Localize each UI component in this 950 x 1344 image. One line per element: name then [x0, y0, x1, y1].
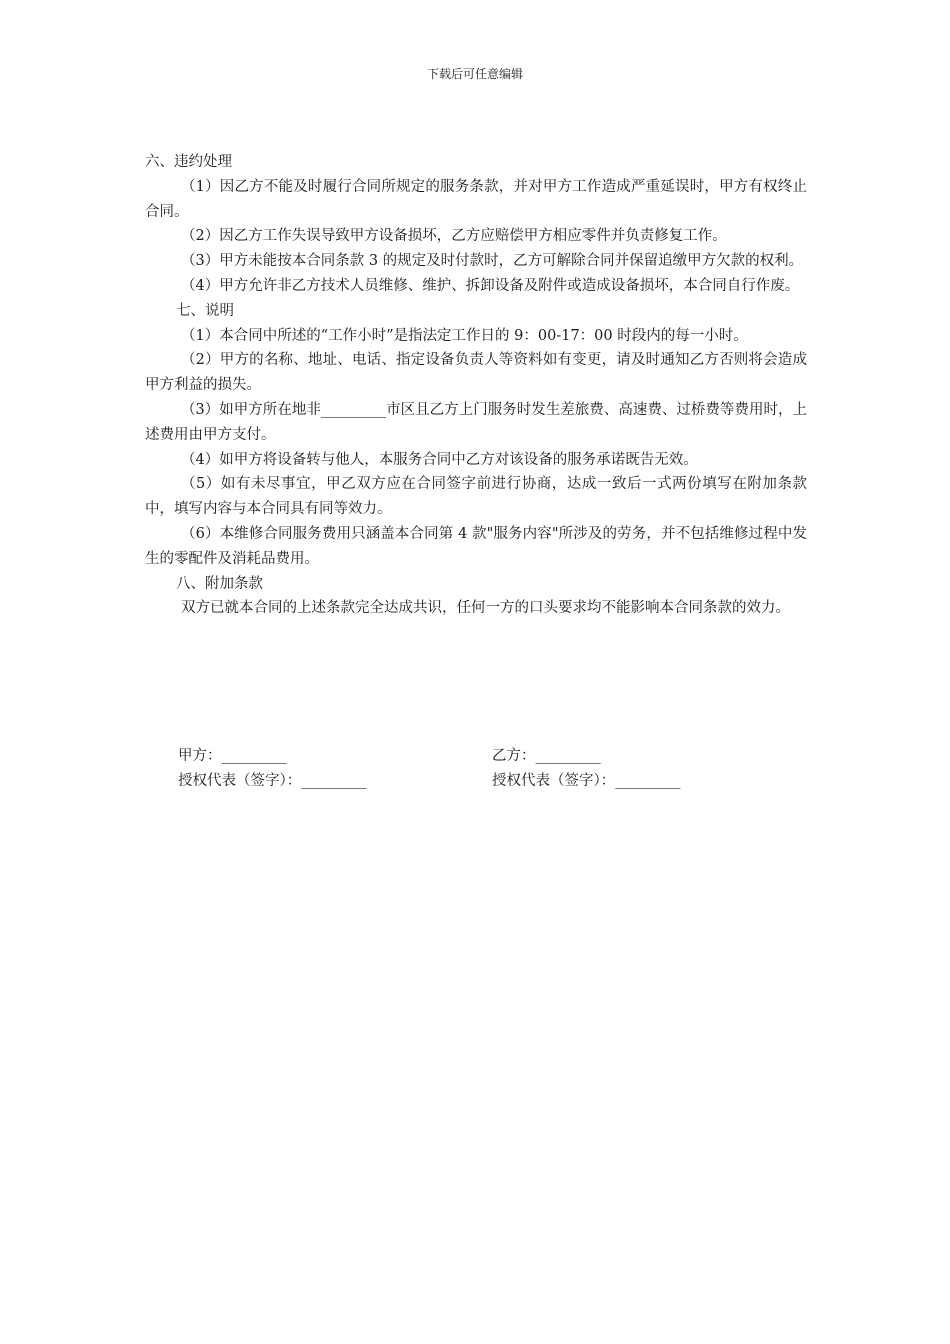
signature-row-representatives: [178, 769, 778, 794]
notes-clause-6: （6）本维修合同服务费用只涵盖本合同第 4 款"服务内容"所涉及的劳务，并不包括维修过程中发生的零配件及消耗品费用。: [145, 525, 807, 567]
breach-clause-4: （4）甲方允许非乙方技术人员维修、维护、拆卸设备及附件或造成设备损坏，本合同自行作废。: [181, 277, 800, 294]
notes-clause-3: （3）如甲方所在地非_________市区且乙方上门服务时发生差旅费、高速费、过桥费等费用时，上述费用由甲方支付。: [145, 401, 807, 443]
signature-row-parties: [178, 744, 778, 769]
notes-clause-5: （5）如有未尽事宜，甲乙双方应在合同签字前进行协商，达成一致后一式两份填写在附加条款中，填写内容与本合同具有同等效力。: [145, 476, 807, 518]
party-b-signature-line: 乙方：_________: [492, 748, 601, 764]
party-b-representative-line: 授权代表（签字）：_________: [492, 773, 681, 789]
section-title-additional: 八、附加条款: [176, 575, 263, 592]
section-title-notes: 七、说明: [176, 302, 234, 319]
breach-clause-1: （1）因乙方不能及时履行合同所规定的服务条款，并对甲方工作造成严重延误时，甲方有权终止合同。: [145, 178, 807, 220]
breach-clause-3: （3）甲方未能按本合同条款 3 的规定及时付款时，乙方可解除合同并保留追缴甲方欠款的权利。: [181, 253, 804, 270]
notes-clause-2: （2）甲方的名称、地址、电话、指定设备负责人等资料如有变更，请及时通知乙方否则将会造成甲方利益的损失。: [145, 352, 807, 394]
contract-body: [145, 150, 807, 621]
breach-clause-2: （2）因乙方工作失误导致甲方设备损坏，乙方应赔偿甲方相应零件并负责修复工作。: [181, 228, 727, 245]
notes-clause-1: （1）本合同中所述的“工作小时”是指法定工作日的 9：00-17：00 时段内的每一小时。: [181, 327, 748, 344]
signature-block: [178, 744, 778, 794]
additional-clause-1: 双方已就本合同的上述条款完全达成共识，任何一方的口头要求均不能影响本合同条款的效力。: [181, 600, 790, 617]
notes-clause-4: （4）如甲方将设备转与他人，本服务合同中乙方对该设备的服务承诺既告无效。: [181, 451, 698, 468]
party-a-representative-line: 授权代表（签字）：_________: [178, 773, 367, 789]
section-title-breach: 六、违约处理: [145, 154, 232, 170]
party-a-signature-line: 甲方：_________: [178, 748, 287, 764]
page-header: 下载后可任意编辑: [426, 67, 523, 81]
